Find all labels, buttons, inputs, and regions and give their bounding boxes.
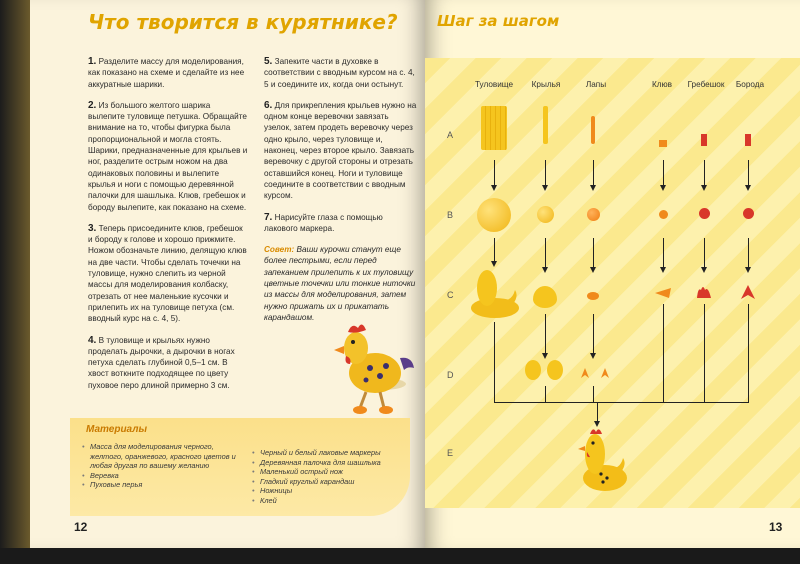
arrow-icon xyxy=(545,314,546,354)
step-6: 6. Для прикрепления крыльев нужно на одном конце веревочки завязать узелок, затем продеть веревочку через одно крыло, через туловище и, наконец, через второе крыло. Завязать веревочку с другой стороны и отрезать оставшийся конец. Ноги и туловище соедините в соответствии с вводным курсом. xyxy=(264,99,417,201)
arrow-icon xyxy=(748,238,749,268)
arrow-icon xyxy=(704,238,705,268)
page-number-left: 12 xyxy=(74,520,88,534)
page-edge-shadow xyxy=(0,0,30,548)
step-1: 1. Разделите массу для моделирования, как показано на схеме и сделайте из нее аккуратные шарики. xyxy=(88,56,245,89)
body-clay-block xyxy=(481,106,507,150)
comb-ball xyxy=(699,208,710,219)
tip-block: Совет: Ваши курочки станут еще более пестрыми, если перед запеканием прилепить к их туловищу цветные точечки или тонкие ниточки из массы для моделирования, затем нужно прижать их и прикатать карандашом. xyxy=(264,245,416,322)
material-item: • Ножницы xyxy=(252,486,402,496)
material-item: • Черный и белый лаковые маркеры xyxy=(252,448,402,458)
arrow-icon xyxy=(748,160,749,186)
legs-finished xyxy=(579,366,615,380)
wing-finished xyxy=(547,360,563,380)
connector-line xyxy=(494,322,495,402)
beak-clay-piece xyxy=(659,140,667,147)
instructions-column-1 xyxy=(88,56,248,401)
rooster-photo xyxy=(320,318,420,418)
arrow-icon xyxy=(494,160,495,186)
arrow-icon xyxy=(494,238,495,262)
arrow-icon xyxy=(593,238,594,268)
arrow-icon xyxy=(545,160,546,186)
right-page xyxy=(425,0,800,548)
header-comb: Гребешок xyxy=(687,80,725,89)
materials-list-1 xyxy=(82,442,242,490)
beak-shaped xyxy=(655,288,671,298)
step-4: 4. В туловище и крыльях нужно проделать дырочки, а дырочки в ногах петуха сделать глубиной 0,5–1 см. В хвост воткните подходящее по цвету пуховое перо длиной примерно 3 см. xyxy=(88,334,235,390)
row-label-e: E xyxy=(447,448,454,458)
body-shaped xyxy=(469,266,521,320)
leg-shaped xyxy=(587,292,599,300)
arrow-icon xyxy=(597,402,598,422)
materials-box xyxy=(70,418,410,516)
finished-rooster xyxy=(577,426,629,492)
body-ball xyxy=(477,198,511,232)
comb-shaped xyxy=(696,284,712,300)
header-beard: Борода xyxy=(735,80,765,89)
comb-clay-piece xyxy=(701,134,707,146)
instructions-column-2 xyxy=(264,56,418,333)
material-item: • Деревянная палочка для шашлыка xyxy=(252,458,402,468)
joining-bar xyxy=(494,402,749,403)
row-label-a: A xyxy=(447,130,454,140)
header-wings: Крылья xyxy=(531,80,561,89)
page-title: Что творится в курятнике? xyxy=(88,10,398,34)
material-item: • Маленький острый нож xyxy=(252,467,402,477)
row-label-c: C xyxy=(447,290,454,300)
header-beak: Клюв xyxy=(651,80,673,89)
material-item: • Веревка xyxy=(82,471,242,481)
header-body: Туловище xyxy=(475,80,513,89)
row-label-b: B xyxy=(447,210,454,220)
beard-clay-piece xyxy=(745,134,751,146)
connector-line xyxy=(545,386,546,402)
step-3: 3. Теперь присоедините клюв, гребешок и бороду к голове и хорошо прижмите. Ножом обозначьте линию, делящую клюв на две части. Чтобы сделать точечки на туловище, нужно слепить из черной массы для моделирования колбаску, отрезать от нее маленькие кусочки и прилепить их на туловище петуха (см. вводный курс на с. 4, 5). xyxy=(88,222,247,324)
step-2: 2. Из большого желтого шарика вылепите туловище петушка. Обращайте внимание на то, чтобы фигурка была пропорциональной и могла стоять. Шарики, предназначенные для крыльев и ног, разделите острым ножом на два одинаковых половины и вылепите крылья и ноги с помощью деревянной палочки для шашлыка. Клюв, гребешок и бороду вылепите, как показано на схеме. xyxy=(88,99,248,212)
wing-finished xyxy=(525,360,541,380)
beak-ball xyxy=(659,210,668,219)
material-item: • Гладкий круглый карандаш xyxy=(252,477,402,487)
materials-title: Материалы xyxy=(86,424,147,435)
material-item: • Клей xyxy=(252,496,402,506)
arrow-icon xyxy=(663,238,664,268)
connector-line xyxy=(663,304,664,402)
arrow-icon xyxy=(593,160,594,186)
page-number-right: 13 xyxy=(769,520,783,534)
connector-line xyxy=(704,304,705,402)
wing-ball xyxy=(537,206,554,223)
header-legs: Лапы xyxy=(585,80,607,89)
leg-ball xyxy=(587,208,600,221)
beard-ball xyxy=(743,208,754,219)
connector-line xyxy=(593,386,594,402)
materials-list-2 xyxy=(252,448,402,506)
step-7: 7. Нарисуйте глаза с помощью лакового маркера. xyxy=(264,211,383,233)
beard-shaped xyxy=(740,284,756,300)
connector-line xyxy=(748,304,749,402)
arrow-icon xyxy=(704,160,705,186)
bottom-shadow xyxy=(0,548,800,564)
wing-shaped xyxy=(533,286,557,308)
wing-clay-strip xyxy=(543,106,548,144)
arrow-icon xyxy=(545,238,546,268)
material-item: • Пуховые перья xyxy=(82,480,242,490)
leg-clay-strip xyxy=(591,116,595,144)
material-item: • Масса для моделирования черного, желтого, оранжевого, красного цветов и любая другая по вашему желанию xyxy=(82,442,242,471)
row-label-d: D xyxy=(447,370,454,380)
arrow-icon xyxy=(663,160,664,186)
arrow-icon xyxy=(593,314,594,354)
step-5: 5. Запеките части в духовке в соответствии с вводным курсом на с. 4, 5 и соедините их, когда они остынут. xyxy=(264,56,415,89)
page-title-right: Шаг за шагом xyxy=(437,12,560,30)
